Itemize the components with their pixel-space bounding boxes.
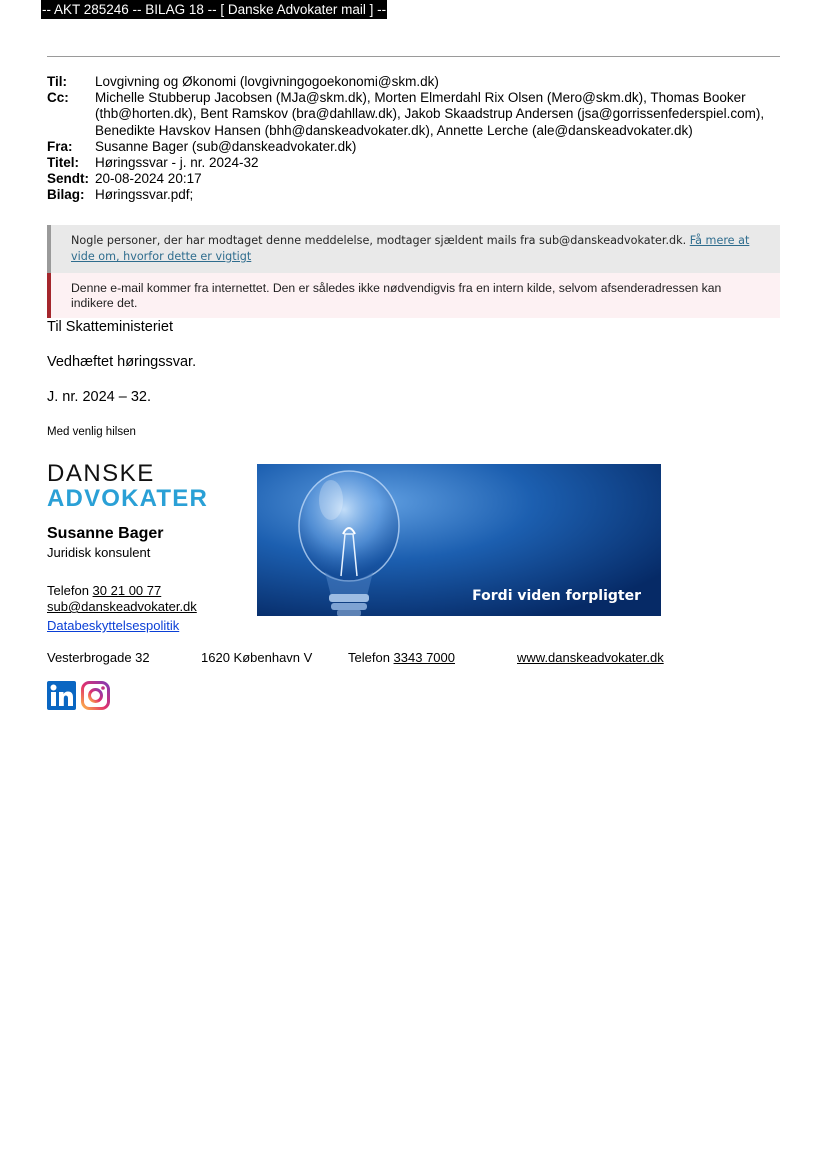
footer-phone-link[interactable]: 3343 7000 xyxy=(393,650,455,665)
header-to xyxy=(47,74,787,90)
learn-more-link[interactable]: Få mere at vide om, hvorfor dette er vigtigt xyxy=(71,234,750,263)
body-line-journal: J. nr. 2024 – 32. xyxy=(47,389,151,405)
header-label: Til: xyxy=(47,74,67,89)
signature-role: Juridisk konsulent xyxy=(47,545,151,560)
header-label: Titel: xyxy=(47,155,80,171)
header-value: Michelle Stubberup Jacobsen (MJa@skm.dk), Morten Elmerdahl Rix Olsen (Mero@skm.dk), Thomas Booker (thb@horten.dk), Bent Ramskov (bra@dahllaw.dk), Jakob Skaadstrup Andersen (jsa@gorrissenfederspiel.com), Benedikte Havskov Hansen (bhh@danskeadvokater.dk), Annette Lerche (ale@danskeadvokater.dk) xyxy=(95,90,765,138)
header-label: Bilag: xyxy=(47,187,85,203)
first-contact-warning-banner xyxy=(47,225,780,273)
external-email-banner xyxy=(47,273,780,318)
header-label: Cc: xyxy=(47,90,69,106)
email-headers xyxy=(47,74,787,204)
phone-label: Telefon xyxy=(47,583,93,598)
header-value: Lovgivning og Økonomi (lovgivningogoekonomi@skm.dk) xyxy=(95,74,439,89)
danske-advokater-logo xyxy=(47,462,208,512)
signature-name: Susanne Bager xyxy=(47,525,164,542)
header-label: Sendt: xyxy=(47,171,89,187)
header-divider xyxy=(47,56,780,57)
header-sent xyxy=(47,171,787,187)
footer-city: 1620 København V xyxy=(201,650,313,665)
phone-link[interactable]: 30 21 00 77 xyxy=(92,583,162,598)
closing: Med venlig hilsen xyxy=(47,426,136,438)
linkedin-icon[interactable] xyxy=(47,681,76,710)
footer-phone xyxy=(348,650,455,665)
signature-phone xyxy=(47,583,161,598)
footer-address: Vesterbrogade 32 xyxy=(47,650,150,665)
header-value: Høringssvar - j. nr. 2024-32 xyxy=(95,155,259,171)
body-line-attachment: Vedhæftet høringssvar. xyxy=(47,354,197,370)
logo-text-advokater: ADVOKATER xyxy=(47,485,209,512)
logo-text-danske: DANSKE xyxy=(47,460,155,487)
external-warning-text: Denne e-mail kommer fra internettet. Den er således ikke nødvendigvis fra en intern kilde, selvom afsenderadressen kan indikere det. xyxy=(71,281,722,310)
header-from xyxy=(47,139,787,155)
signature-email-link[interactable]: sub@danskeadvokater.dk xyxy=(47,599,197,614)
lightbulb-banner-image[interactable] xyxy=(257,464,661,616)
warning-text: Nogle personer, der har modtaget denne meddelelse, modtager sjældent mails fra sub@danskeadvokater.dk. xyxy=(71,234,690,247)
header-label: Fra: xyxy=(47,138,73,154)
header-value: Susanne Bager (sub@danskeadvokater.dk) xyxy=(95,138,357,154)
banner-caption: Fordi viden forpligter xyxy=(472,588,641,604)
privacy-policy-link[interactable]: Databeskyttelsespolitik xyxy=(47,618,180,633)
footer-phone-label: Telefon xyxy=(348,650,394,665)
header-attachment xyxy=(47,187,787,203)
akt-header: -- AKT 285246 -- BILAG 18 -- [ Danske Advokater mail ] -- xyxy=(42,2,387,17)
header-title xyxy=(47,155,787,171)
greeting: Til Skatteministeriet xyxy=(47,319,173,335)
header-value: Høringssvar.pdf; xyxy=(95,187,194,203)
footer-website-link[interactable]: www.danskeadvokater.dk xyxy=(517,650,664,665)
header-value: 20-08-2024 20:17 xyxy=(95,171,202,187)
instagram-icon[interactable] xyxy=(81,681,110,710)
header-cc xyxy=(47,90,787,139)
